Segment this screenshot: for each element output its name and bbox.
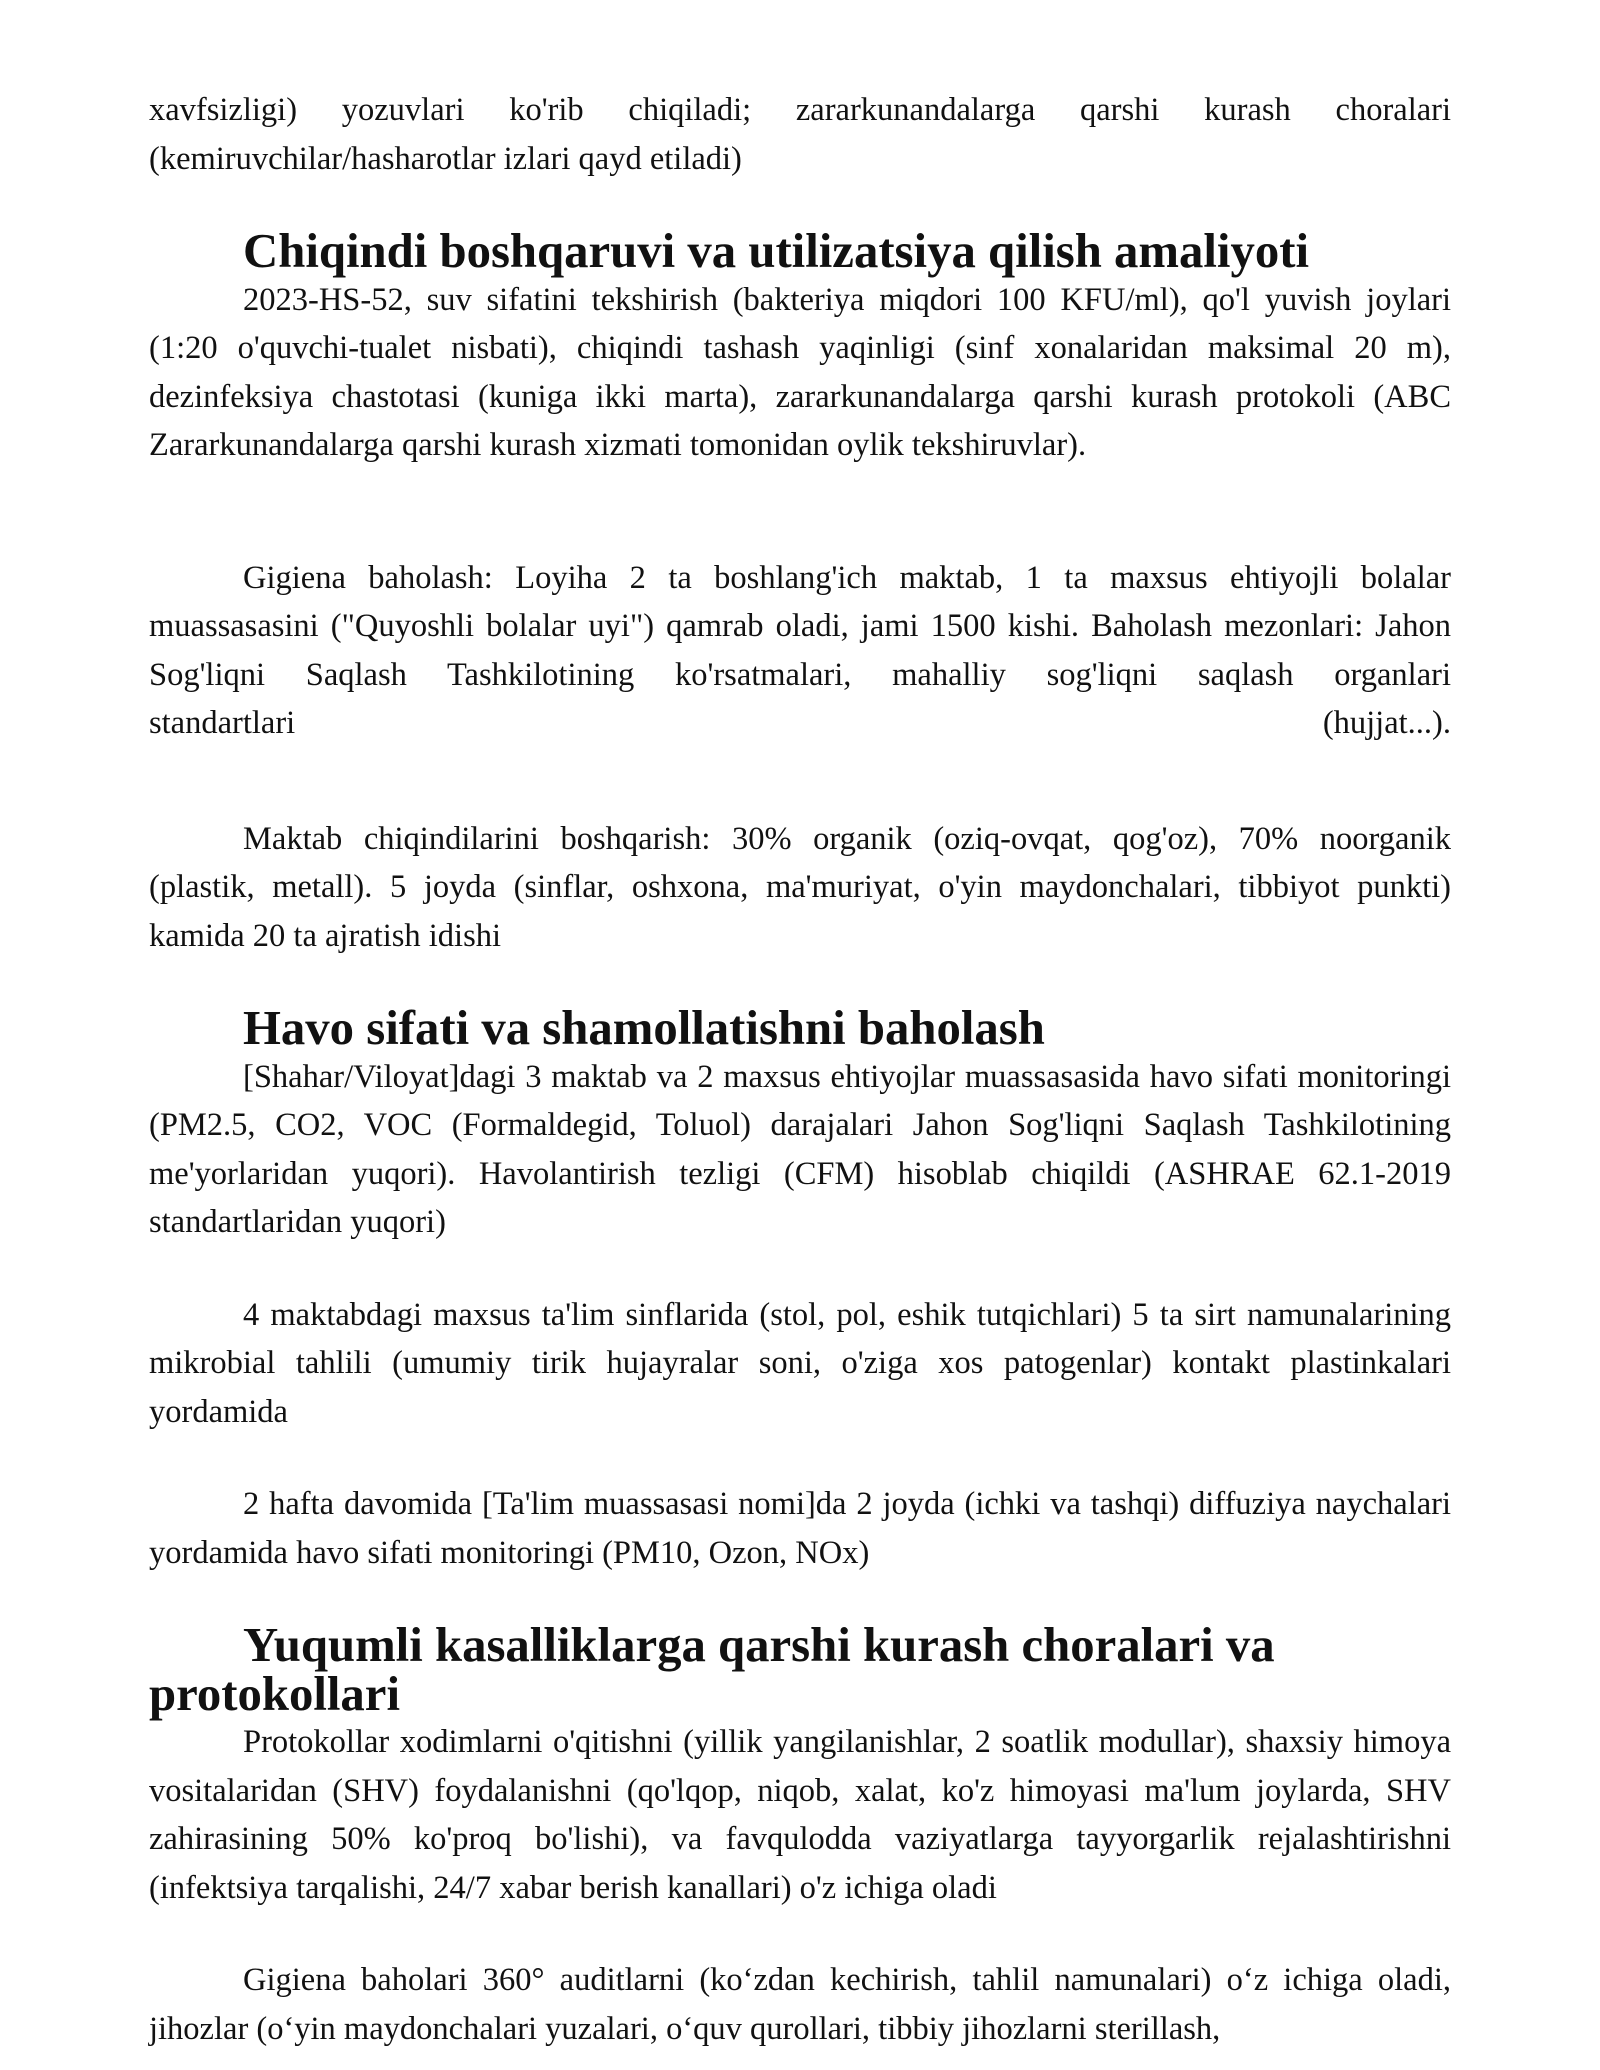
paragraph-waste-management: 2023-HS-52, suv sifatini tekshirish (bakteriya miqdori 100 KFU/ml), qo'l yuvish joylari (1:20 o'quvchi-tualet nisbati), chiqindi tashash yaqinligi (sinf xonalaridan maksimal 20 m), dezinfeksiya chastotasi (kuniga ikki marta), zararkunandalarga qarshi kurash protokoli (ABC Zararkunandalarga qarshi kurash xizmati tomonidan oylik tekshiruvlar).: [149, 281, 1451, 463]
heading-air-quality: Havo sifati va shamollatishni baholash: [243, 1001, 1045, 1055]
spacer: [149, 1577, 1451, 1621]
paragraph-hygiene-assessment: [149, 554, 1451, 748]
spacer: [149, 960, 1451, 1004]
paragraph-intro: xavfsizligi) yozuvlari ko'rib chiqiladi; zararkunandalarga qarshi kurash choralari (kemiruvchilar/hasharotlar izlari qayd etiladi): [149, 92, 1451, 177]
heading-waste-management: Chiqindi boshqaruvi va utilizatsiya qilish amaliyoti: [243, 224, 1310, 278]
spacer: [149, 748, 1451, 815]
paragraph-protocols: Protokollar xodimlarni o'qitishni (yillik yangilanishlar, 2 soatlik modullar), shaxsiy himoya vositalaridan (SHV) foydalanishni (qo'lqop, niqob, xalat, ko'z himoyasi ma'lum joylarda, SHV zahirasining 50% ko'proq bo'lishi), va favqulodda vaziyatlarga tayyorgarlik rejalashtirishni (infektsiya tarqalishi, 24/7 xabar berish kanallari) o'z ichiga oladi: [149, 1724, 1451, 1906]
spacer: [149, 1436, 1451, 1480]
hygiene-last-right: (hujjat...).: [1322, 705, 1451, 741]
paragraph-hygiene-last-line: [149, 699, 1451, 748]
spacer: [149, 1247, 1451, 1291]
document-page: [149, 86, 1451, 2053]
paragraph-audit: Gigiena baholari 360° auditlarni (ko‘zdan kechirish, tahlil namunalari) o‘z ichiga oladi, jihozlar (o‘yin maydonchalari yuzalari, o‘quv qurollari, tibbiy jihozlarni sterillash,: [149, 1962, 1451, 2047]
paragraph-school-waste: Maktab chiqindilarini boshqarish: 30% organik (oziq-ovqat, qog'oz), 70% noorganik (plastik, metall). 5 joyda (sinflar, oshxona, ma'muriyat, o'yin maydonchalari, tibbiyot punkti) kamida 20 ta ajratish idishi: [149, 820, 1451, 954]
spacer: [149, 470, 1451, 554]
paragraph-diffusion-tubes: 2 hafta davomida [Ta'lim muassasasi nomi]da 2 joyda (ichki va tashqi) diffuziya naychalari yordamida havo sifati monitoringi (PM10, Ozon, NOx): [149, 1486, 1451, 1571]
paragraph-microbial-analysis: 4 maktabdagi maxsus ta'lim sinflarida (stol, pol, eshik tutqichlari) 5 ta sirt namunalarining mikrobial tahlili (umumiy tirik hujayralar soni, o'ziga xos patogenlar) kontakt plastinkalari yordamida: [149, 1296, 1451, 1430]
heading-infection-control: Yuqumli kasalliklarga qarshi kurash choralari va protokollari: [149, 1618, 1275, 1721]
spacer: [149, 183, 1451, 227]
hygiene-last-left: standartlari: [149, 705, 296, 741]
paragraph-hygiene-body: Gigiena baholash: Loyiha 2 ta boshlang'ich maktab, 1 ta maxsus ehtiyojli bolalar muassasasini ("Quyoshli bolalar uyi") qamrab oladi, jami 1500 kishi. Baholash mezonlari: Jahon Sog'liqni Saqlash Tashkilotining ko'rsatmalari, mahalliy sog'liqni saqlash organlari: [149, 559, 1451, 693]
paragraph-air-quality: [Shahar/Viloyat]dagi 3 maktab va 2 maxsus ehtiyojlar muassasasida havo sifati monitoringi (PM2.5, CO2, VOC (Formaldegid, Toluol) darajalari Jahon Sog'liqni Saqlash Tashkilotining me'yorlaridan yuqori). Havolantirish tezligi (CFM) hisoblab chiqildi (ASHRAE 62.1-2019 standartlaridan yuqori): [149, 1058, 1451, 1240]
spacer: [149, 1912, 1451, 1956]
